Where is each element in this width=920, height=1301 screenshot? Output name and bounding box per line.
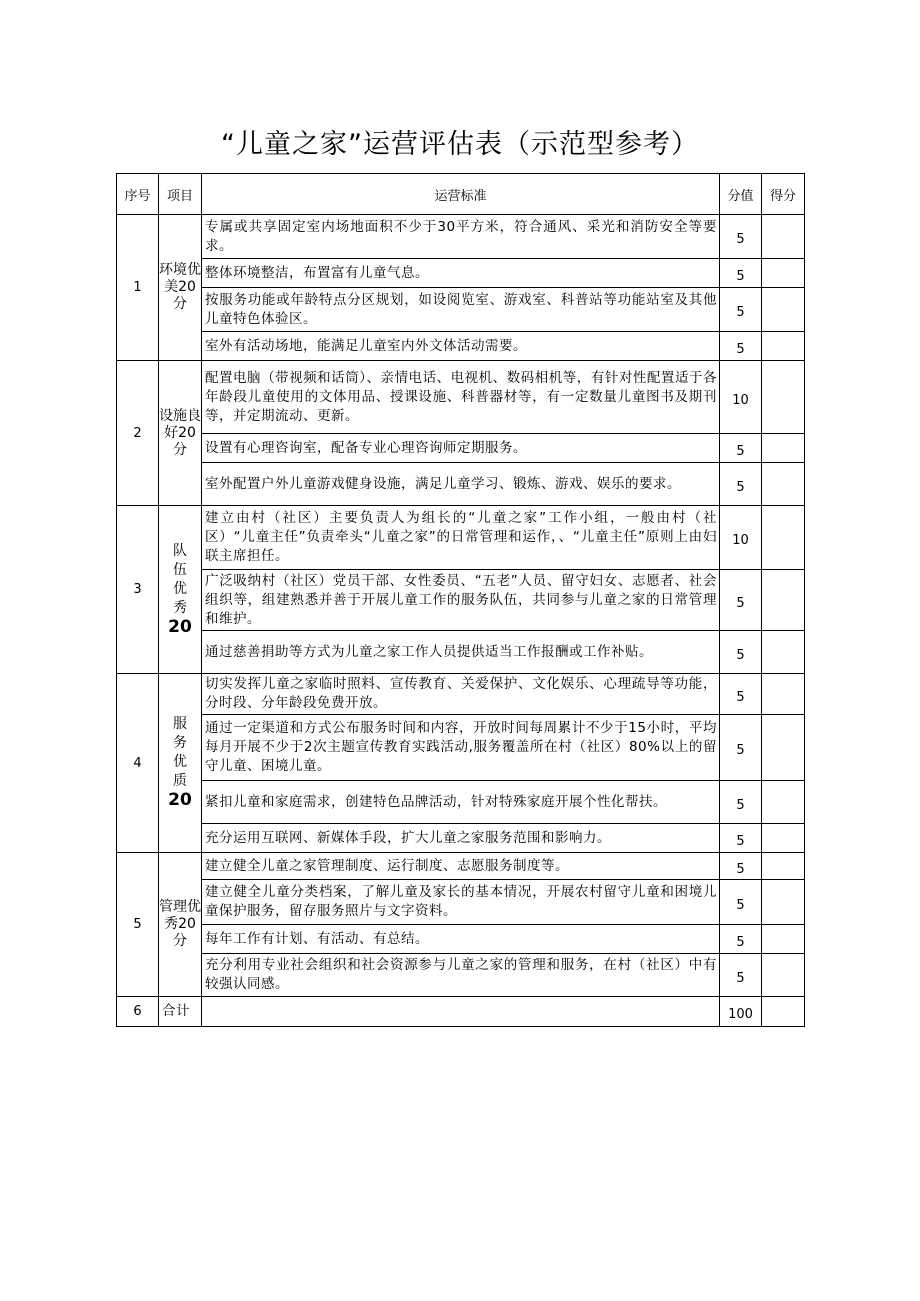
standard-text: 广泛吸纳村（社区）党员干部、女性委员、“五老”人员、留守妇女、志愿者、社会组织等，组建熟悉并善于开展儿童工作的服务队伍，共同参与儿童之家的日常管理和维护。 [202, 570, 720, 631]
gain-cell[interactable] [762, 674, 805, 715]
gain-cell[interactable] [762, 434, 805, 463]
section-seq: 2 [117, 361, 159, 506]
table-row [117, 215, 805, 259]
table-row [117, 925, 805, 954]
header-seq: 序号 [117, 174, 159, 215]
total-label: 合计 [159, 997, 202, 1027]
table-row [117, 259, 805, 288]
header-score: 分值 [720, 174, 762, 215]
section-seq: 1 [117, 215, 159, 361]
table-row [117, 631, 805, 674]
gain-cell[interactable] [762, 463, 805, 506]
table-header-row [117, 174, 805, 215]
standard-text: 紧扣儿童和家庭需求，创建特色品牌活动，针对特殊家庭开展个性化帮扶。 [202, 781, 720, 824]
standard-text: 切实发挥儿童之家临时照料、宣传教育、关爱保护、文化娱乐、心理疏导等功能，分时段、分年龄段免费开放。 [202, 674, 720, 715]
standard-text: 室外配置户外儿童游戏健身设施，满足儿童学习、锻炼、游戏、娱乐的要求。 [202, 463, 720, 506]
table-row [117, 506, 805, 570]
gain-cell[interactable] [762, 506, 805, 570]
header-item: 项目 [159, 174, 202, 215]
gain-cell[interactable] [762, 925, 805, 954]
score-value: 5 [720, 824, 762, 853]
header-gain: 得分 [762, 174, 805, 215]
table-row [117, 715, 805, 781]
total-row [117, 997, 805, 1027]
score-value: 5 [720, 570, 762, 631]
table-row [117, 463, 805, 506]
table-row [117, 674, 805, 715]
standard-text: 室外有活动场地，能满足儿童室内外文体活动需要。 [202, 332, 720, 361]
section-item: 管理优秀20分 [159, 853, 202, 997]
standard-text: 设置有心理咨询室，配备专业心理咨询师定期服务。 [202, 434, 720, 463]
header-standard: 运营标准 [202, 174, 720, 215]
score-value: 5 [720, 880, 762, 925]
score-value: 5 [720, 674, 762, 715]
score-value: 5 [720, 853, 762, 880]
standard-text: 通过一定渠道和方式公布服务时间和内容，开放时间每周累计不少于15小时，平均每月开展不少于2次主题宣传教育实践活动,服务覆盖所在村（社区）80%以上的留守儿童、困境儿童。 [202, 715, 720, 781]
section-item [159, 674, 202, 853]
evaluation-table [116, 173, 805, 1027]
gain-cell[interactable] [762, 259, 805, 288]
standard-text: 专属或共享固定室内场地面积不少于30平方米，符合通风、采光和消防安全等要求。 [202, 215, 720, 259]
section-item: 环境优美20分 [159, 215, 202, 361]
table-row [117, 332, 805, 361]
table-row [117, 781, 805, 824]
score-value: 10 [720, 361, 762, 434]
total-score: 100 [720, 997, 762, 1027]
total-gain-cell[interactable] [762, 997, 805, 1027]
gain-cell[interactable] [762, 215, 805, 259]
gain-cell[interactable] [762, 954, 805, 997]
section-item-text: 服 务 优 质 20 [168, 716, 192, 810]
gain-cell[interactable] [762, 853, 805, 880]
standard-text: 每年工作有计划、有活动、有总结。 [202, 925, 720, 954]
table-row [117, 570, 805, 631]
section-item: 设施良好20分 [159, 361, 202, 506]
table-row [117, 954, 805, 997]
gain-cell[interactable] [762, 715, 805, 781]
total-seq: 6 [117, 997, 159, 1027]
table-row [117, 361, 805, 434]
table-row [117, 434, 805, 463]
standard-text: 配置电脑（带视频和话筒）、亲情电话、电视机、数码相机等，有针对性配置适于各年龄段儿童使用的文体用品、授课设施、科普器材等，有一定数量儿童图书及期刊等，并定期流动、更新。 [202, 361, 720, 434]
score-value: 5 [720, 715, 762, 781]
section-item [159, 506, 202, 674]
standard-text: 通过慈善捐助等方式为儿童之家工作人员提供适当工作报酬或工作补贴。 [202, 631, 720, 674]
score-value: 5 [720, 781, 762, 824]
gain-cell[interactable] [762, 631, 805, 674]
standard-text: 充分运用互联网、新媒体手段，扩大儿童之家服务范围和影响力。 [202, 824, 720, 853]
standard-text: 整体环境整洁，布置富有儿童气息。 [202, 259, 720, 288]
section-seq: 4 [117, 674, 159, 853]
gain-cell[interactable] [762, 288, 805, 332]
section-seq: 5 [117, 853, 159, 997]
gain-cell[interactable] [762, 824, 805, 853]
score-value: 5 [720, 332, 762, 361]
table-row [117, 853, 805, 880]
standard-text: 充分利用专业社会组织和社会资源参与儿童之家的管理和服务，在村（社区）中有较强认同感。 [202, 954, 720, 997]
score-value: 5 [720, 215, 762, 259]
score-value: 5 [720, 631, 762, 674]
score-value: 5 [720, 463, 762, 506]
gain-cell[interactable] [762, 570, 805, 631]
score-value: 5 [720, 288, 762, 332]
table-row [117, 880, 805, 925]
gain-cell[interactable] [762, 332, 805, 361]
standard-text: 按服务功能或年龄特点分区规划，如设阅览室、游戏室、科普站等功能站室及其他儿童特色体验区。 [202, 288, 720, 332]
gain-cell[interactable] [762, 781, 805, 824]
standard-text: 建立由村（社区）主要负责人为组长的“儿童之家”工作小组，一般由村（社区）“儿童主任”负责牵头“儿童之家”的日常管理和运作，、“儿童主任”原则上由妇联主席担任。 [202, 506, 720, 570]
table-row [117, 824, 805, 853]
standard-text: 建立健全儿童之家管理制度、运行制度、志愿服务制度等。 [202, 853, 720, 880]
section-seq: 3 [117, 506, 159, 674]
page-title: “儿童之家”运营评估表（示范型参考） [221, 129, 699, 160]
score-value: 5 [720, 434, 762, 463]
score-value: 5 [720, 925, 762, 954]
score-value: 10 [720, 506, 762, 570]
gain-cell[interactable] [762, 361, 805, 434]
total-standard-cell [202, 997, 720, 1027]
score-value: 5 [720, 954, 762, 997]
section-item-text: 队 伍 优 秀 20 [168, 542, 192, 637]
gain-cell[interactable] [762, 880, 805, 925]
table-row [117, 288, 805, 332]
standard-text: 建立健全儿童分类档案，了解儿童及家长的基本情况，开展农村留守儿童和困境儿童保护服务，留存服务照片与文字资料。 [202, 880, 720, 925]
score-value: 5 [720, 259, 762, 288]
